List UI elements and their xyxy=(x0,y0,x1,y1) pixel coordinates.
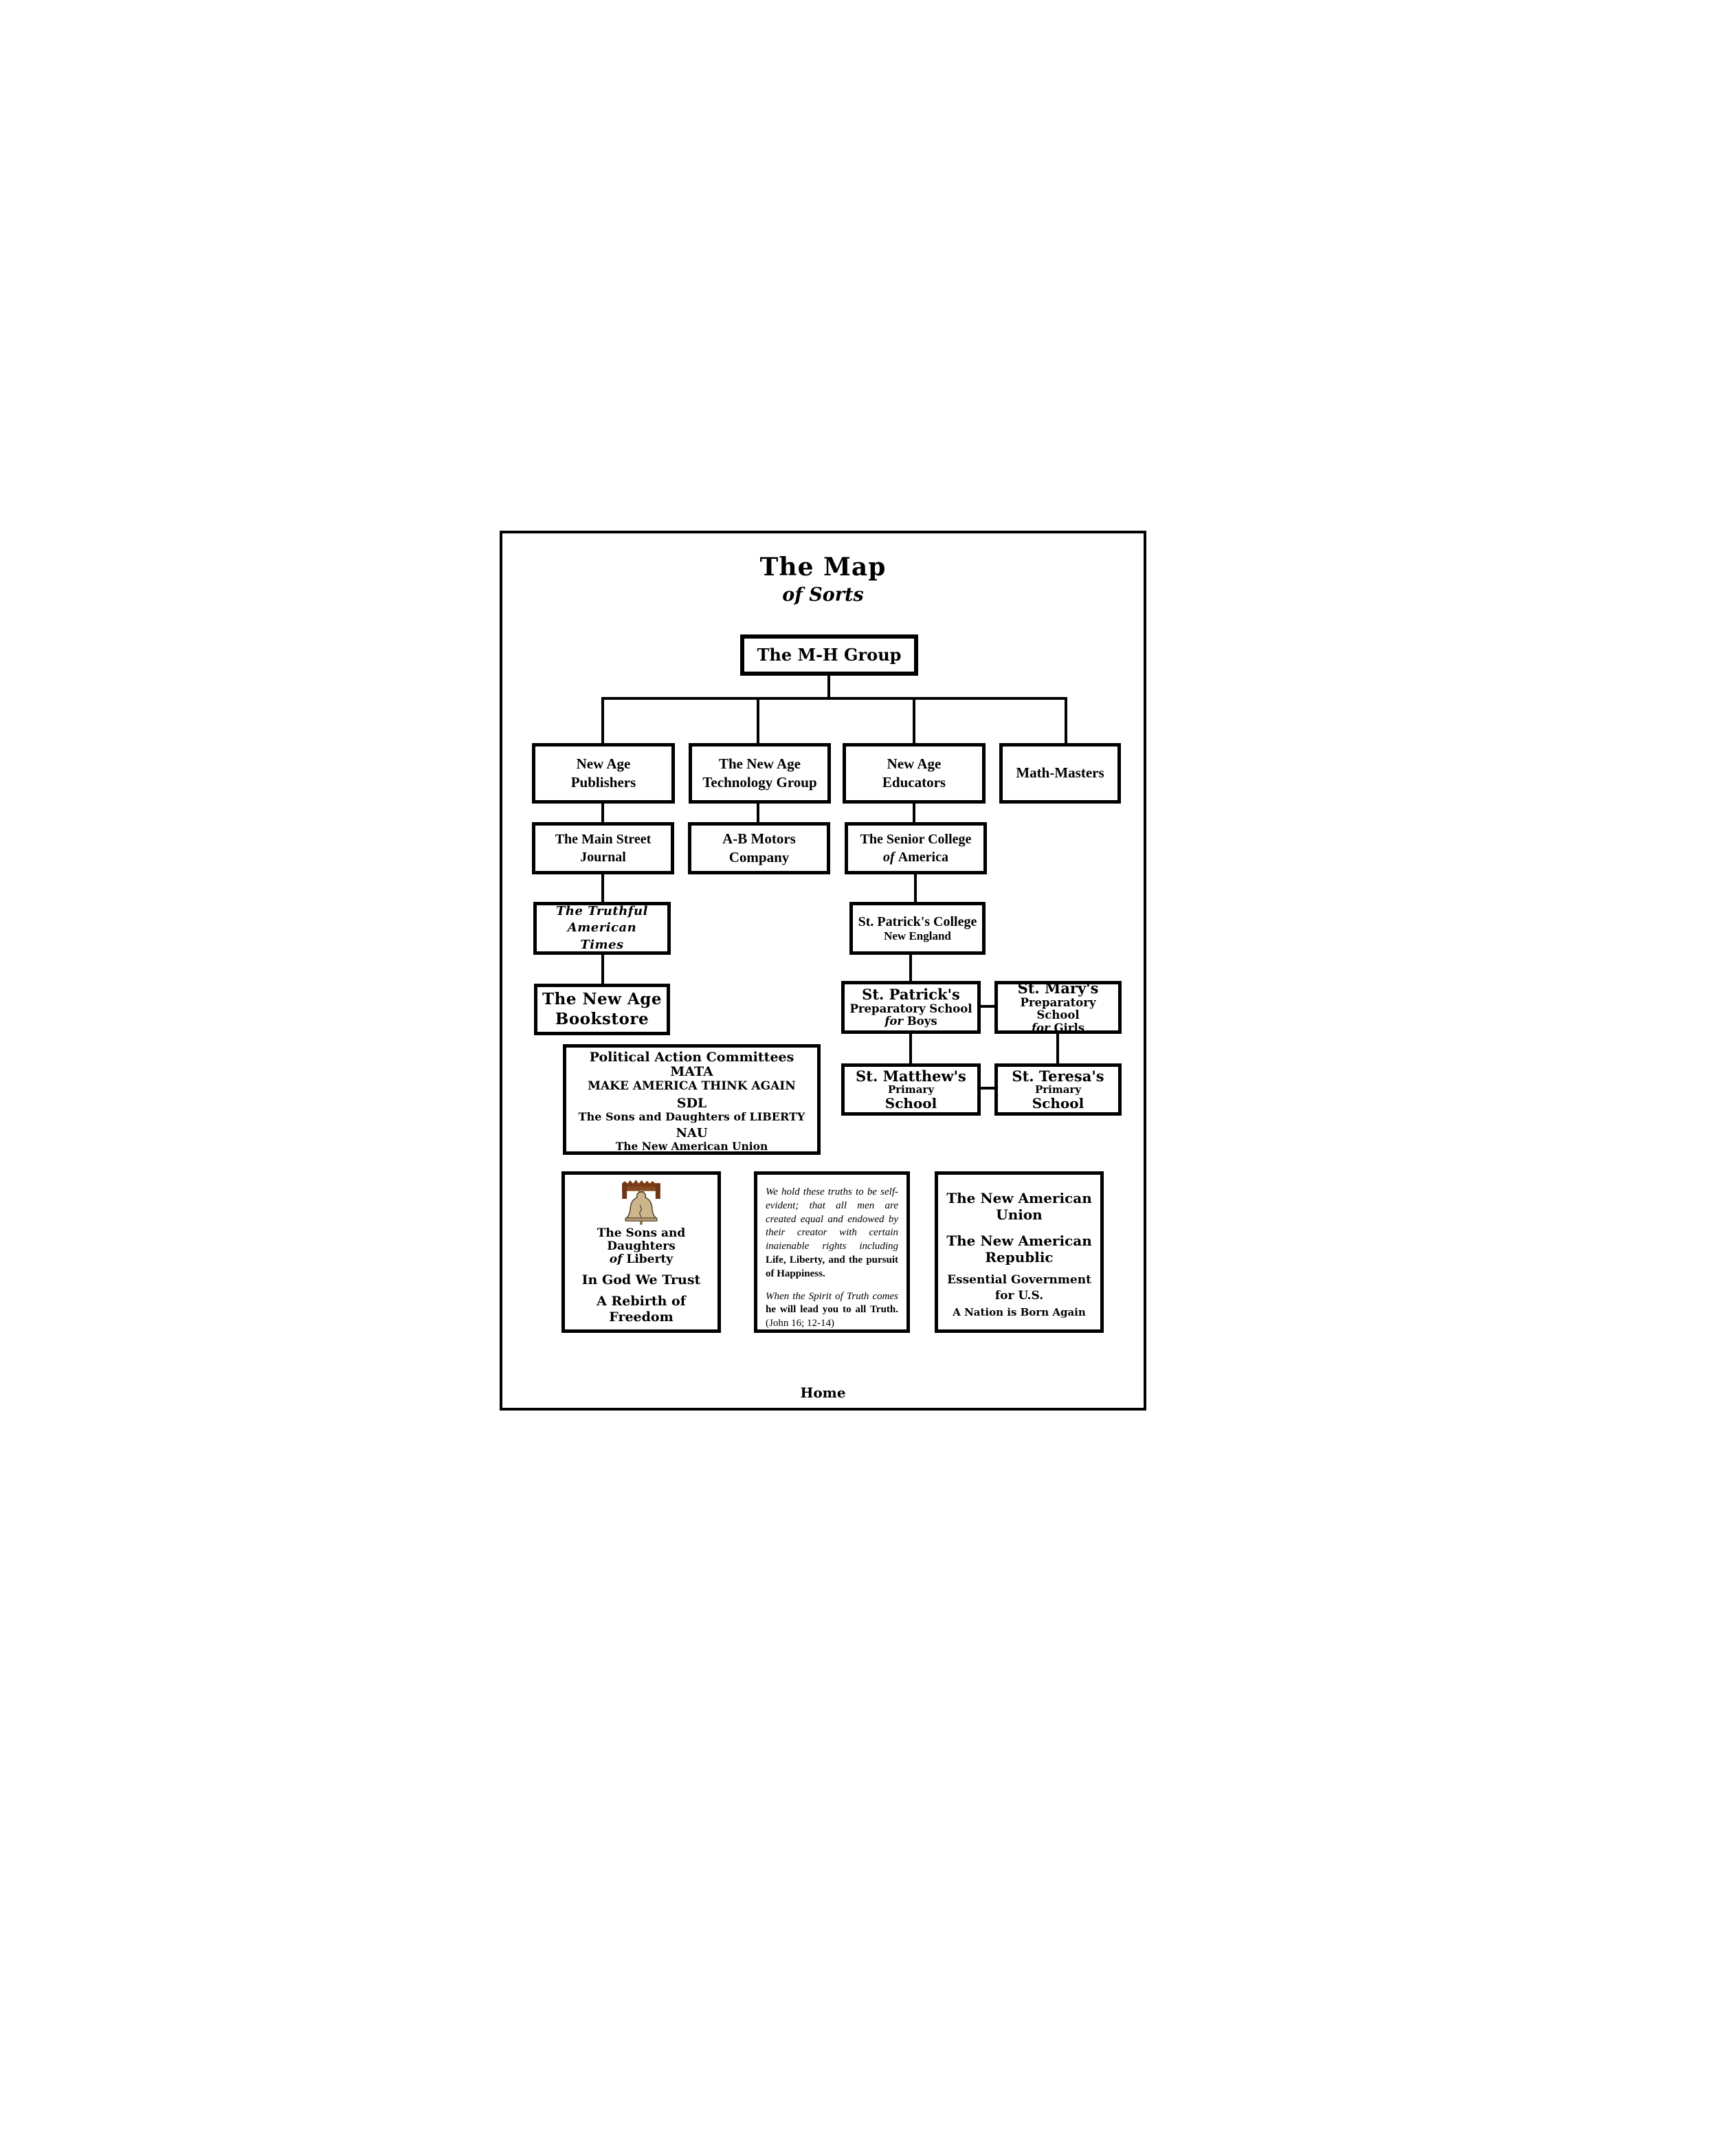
connector-line xyxy=(909,955,912,981)
node-label-line: Publishers xyxy=(570,774,636,791)
connector-line xyxy=(981,1005,994,1008)
sons-motto-2: A Rebirth of Freedom xyxy=(597,1294,686,1325)
page-title: The Map xyxy=(759,553,887,582)
node-label-line: The Truthful American xyxy=(556,904,648,936)
liberty-bell-icon xyxy=(605,1179,677,1227)
node-label-line: A-B Motors xyxy=(722,830,796,847)
connector-line xyxy=(757,697,759,743)
node-label-line: Primary xyxy=(887,1083,935,1096)
node-math-masters[interactable] xyxy=(999,743,1121,804)
node-senior-college[interactable] xyxy=(845,822,987,874)
node-label-line: New Age xyxy=(887,755,942,772)
node-label-line: The New Age xyxy=(542,989,662,1008)
connector-line xyxy=(913,804,915,822)
node-main-street-journal[interactable] xyxy=(532,822,674,874)
node-st-patricks-prep[interactable] xyxy=(841,981,981,1034)
quote-p2-bold: he will lead you to all Truth. xyxy=(766,1304,898,1316)
node-label-line: New Age xyxy=(576,755,631,772)
node-label-line: Technology Group xyxy=(702,774,817,791)
connector-line xyxy=(913,697,915,743)
node-label-line: New England xyxy=(884,929,951,943)
node-label-line: School xyxy=(1032,1094,1084,1112)
node-label-line: Journal xyxy=(580,850,626,865)
sons-line1: The Sons and Daughters xyxy=(597,1226,686,1253)
sons-of: of xyxy=(609,1252,627,1266)
quote-p2-reference: (John 16; 12-14) xyxy=(766,1318,834,1329)
quote-paragraph-2 xyxy=(766,1290,898,1331)
quote-p1-italic: We hold these truths to be self-evident; that all men are created equal and endowed by their creator with certain inaienable rights including xyxy=(766,1186,898,1252)
pac-nau-acronym: NAU xyxy=(676,1125,708,1140)
sons-liberty: Liberty xyxy=(626,1252,674,1266)
node-label-line: St. Matthew's xyxy=(856,1067,966,1085)
node-label-line: Company xyxy=(728,849,790,865)
union-title-1: The New American Union xyxy=(946,1190,1092,1223)
node-label-line: Times xyxy=(580,937,624,952)
node-label-line: St. Teresa's xyxy=(1012,1067,1104,1085)
sons-liberty-box xyxy=(561,1171,721,1333)
connector-line xyxy=(601,697,604,743)
node-new-age-bookstore[interactable] xyxy=(534,984,670,1035)
quote-p2-italic: When the Spirit of Truth comes xyxy=(766,1290,898,1302)
node-truthful-american-times[interactable] xyxy=(533,902,671,955)
node-label: Math-Masters xyxy=(1016,764,1104,782)
node-st-patricks-college[interactable] xyxy=(849,902,986,955)
node-label-line: Preparatory School xyxy=(1020,995,1096,1022)
pac-sdl-acronym: SDL xyxy=(676,1095,707,1111)
node-label-of: of xyxy=(883,850,898,865)
node-label-line: Preparatory School xyxy=(849,1002,972,1015)
node-label-line: Bookstore xyxy=(555,1009,649,1028)
node-label-for: for xyxy=(884,1015,907,1028)
connector-line xyxy=(601,955,604,984)
pac-box xyxy=(563,1044,821,1155)
node-label-line: The Main Street xyxy=(555,832,652,847)
node-label: The M-H Group xyxy=(757,644,902,665)
pac-sdl-full: The Sons and Daughters of LIBERTY xyxy=(578,1109,805,1123)
node-new-age-educators[interactable] xyxy=(843,743,986,804)
node-label-line: St. Patrick's College xyxy=(858,914,977,929)
pac-mata-acronym: MATA xyxy=(670,1064,713,1080)
node-label-rest: Girls xyxy=(1054,1021,1085,1035)
node-mh-group[interactable] xyxy=(740,634,918,676)
node-label-line: Primary xyxy=(1034,1083,1082,1096)
node-new-age-technology-group[interactable] xyxy=(689,743,831,804)
node-label-line: School xyxy=(884,1094,937,1112)
node-new-age-publishers[interactable] xyxy=(532,743,675,804)
node-st-teresas-primary[interactable] xyxy=(994,1063,1122,1116)
connector-line xyxy=(914,874,917,902)
quote-paragraph-1 xyxy=(766,1186,898,1281)
pac-mata-full: MAKE AMERICA THINK AGAIN xyxy=(588,1079,796,1093)
union-subtitle-2: A Nation is Born Again xyxy=(953,1305,1086,1318)
connector-line xyxy=(757,804,759,822)
node-label-for: for xyxy=(1031,1021,1054,1035)
connector-line xyxy=(601,874,604,902)
union-box xyxy=(935,1171,1104,1333)
home-link[interactable]: Home xyxy=(800,1384,846,1401)
sons-line2 xyxy=(610,1253,673,1266)
node-label-line: The Senior College xyxy=(860,832,972,847)
chart-border xyxy=(500,531,1146,1411)
node-label-rest: Boys xyxy=(906,1015,937,1028)
connector-line xyxy=(1056,1034,1059,1063)
connector-line xyxy=(981,1087,994,1090)
connector-line xyxy=(1065,697,1067,743)
node-label-line xyxy=(1032,1022,1084,1035)
pac-nau-full: The New American Union xyxy=(615,1139,768,1153)
union-subtitle-1: Essential Government for U.S. xyxy=(947,1273,1091,1303)
quote-p1-bold: Life, Liberty, and the pursuit of Happiness. xyxy=(766,1254,898,1279)
union-title-2: The New American Republic xyxy=(946,1233,1092,1266)
node-label-line xyxy=(884,1015,937,1028)
pac-heading: Political Action Committees xyxy=(589,1050,794,1065)
node-label-line: The New Age xyxy=(719,755,801,772)
node-ab-motors-company[interactable] xyxy=(688,822,830,874)
quote-box xyxy=(754,1171,910,1333)
page-subtitle: of Sorts xyxy=(782,584,864,606)
connector-line xyxy=(601,804,604,822)
node-st-matthews-primary[interactable] xyxy=(841,1063,981,1116)
node-label-line: St. Mary's xyxy=(1017,980,1099,997)
node-label-rest: America xyxy=(898,850,948,865)
connector-line xyxy=(827,676,830,700)
node-label-line xyxy=(883,848,948,866)
connector-line xyxy=(909,1034,912,1063)
connector-line xyxy=(601,697,1067,700)
node-st-marys-prep[interactable] xyxy=(994,981,1122,1034)
node-label-line: Educators xyxy=(882,774,946,791)
sons-motto-1: In God We Trust xyxy=(581,1272,701,1287)
node-label-line: St. Patrick's xyxy=(862,986,960,1004)
